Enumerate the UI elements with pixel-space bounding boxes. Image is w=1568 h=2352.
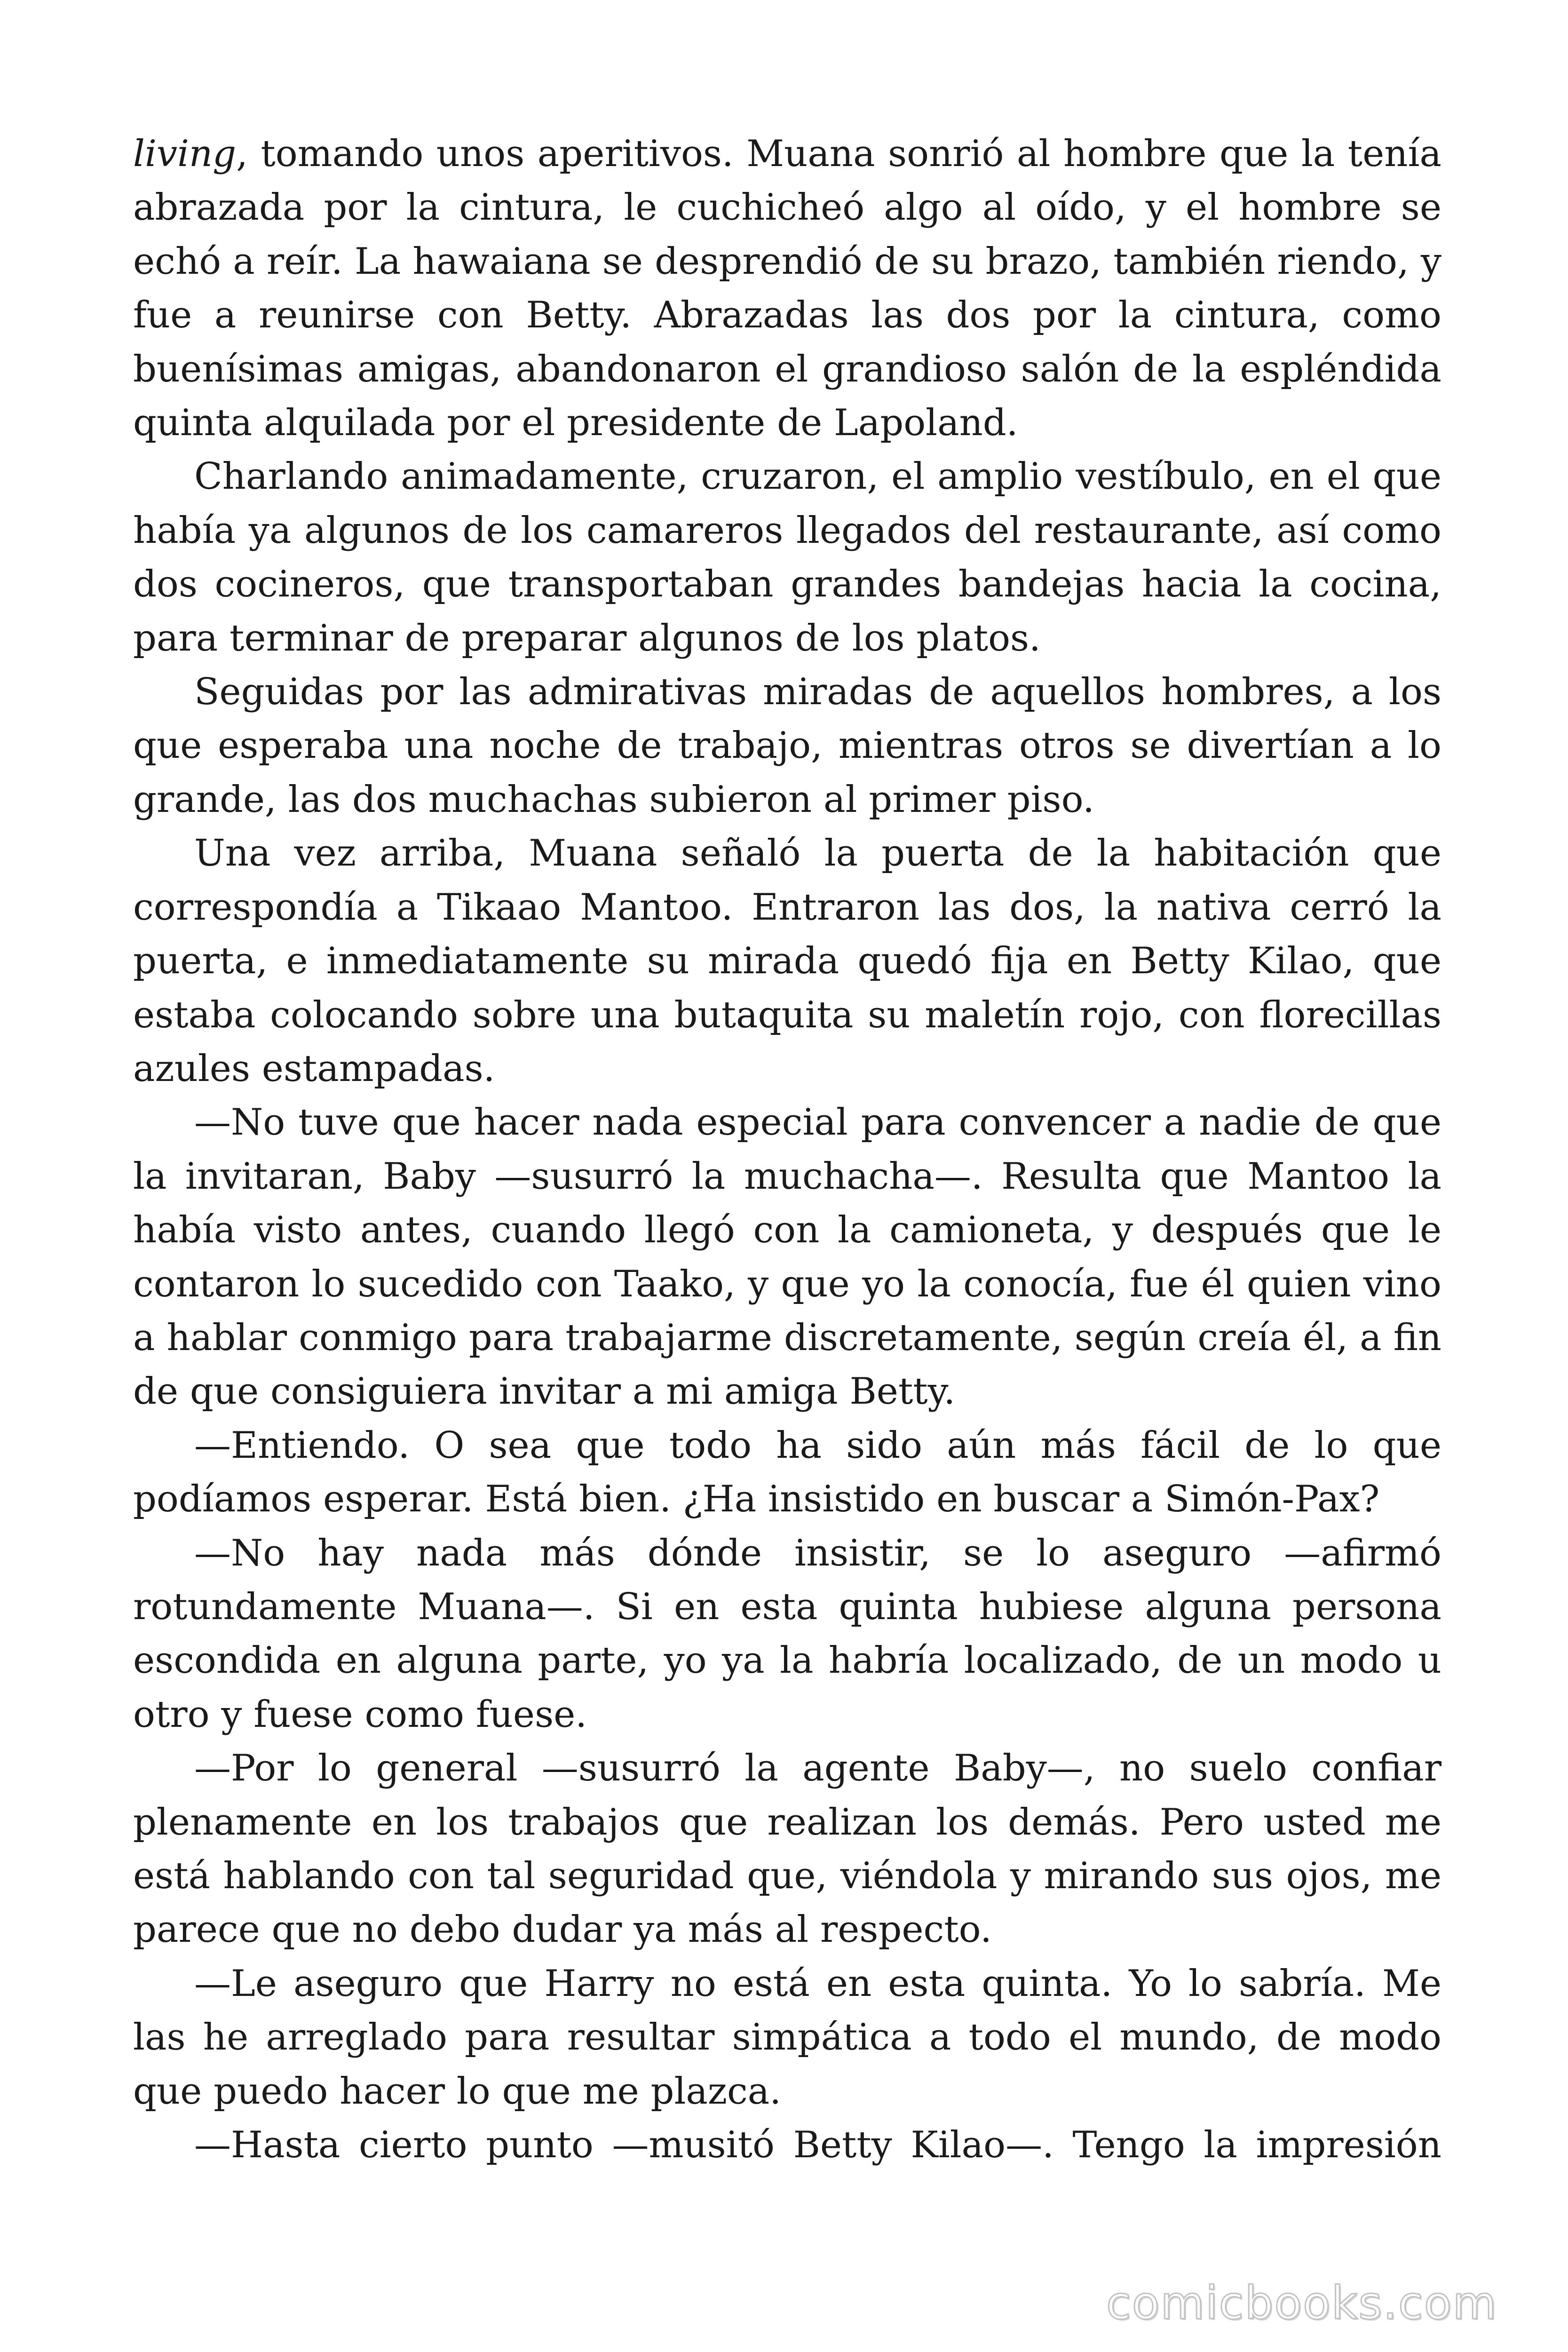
dialogue-paragraph-continues: —Hasta cierto punto —musitó Betty Kilao—. Tengo la impresión [194,2124,1441,2167]
paragraph: Seguidas por las admirativas miradas de aquellos hombres, a los que esperaba una noche de trabajo, mientras otros se divertían a lo grande, las dos muchachas subieron al primer piso. [133,671,1441,821]
paragraph: Charlando animadamente, cruzaron, el amplio vestíbulo, en el que había ya algunos de los camareros llegados del restaurante, así como dos cocineros, que transportaban grandes bandejas hacia la cocina, para terminar de preparar algunos de los platos. [133,455,1441,660]
dialogue-paragraph: —Por lo general —susurró la agente Baby—, no suelo confiar plenamente en los trabajos que realizan los demás. Pero usted me está hablando con tal seguridad que, viéndola y mirando sus ojos, me parece que no debo dudar ya más al respecto. [133,1747,1441,1951]
dialogue-paragraph: —Entiendo. O sea que todo ha sido aún más fácil de lo que podíamos esperar. Está bien. ¿Ha insistido en buscar a Simón-Pax? [133,1424,1441,1521]
paragraph-continuation [133,127,1441,450]
book-page-body [133,127,1441,2172]
site-watermark: comicbooks.com [1106,2277,1497,2329]
dialogue-paragraph: —Le aseguro que Harry no está en esta quinta. Yo lo sabría. Me las he arreglado para resultar simpática a todo el mundo, de modo que puedo hacer lo que me plazca. [133,1962,1441,2113]
dialogue-paragraph: —No tuve que hacer nada especial para convencer a nadie de que la invitaran, Baby —susurró la muchacha—. Resulta que Mantoo la había visto antes, cuando llegó con la camioneta, y después que le contaron lo sucedido con Taako, y que yo la conocía, fue él quien vino a hablar conmigo para trabajarme discretamente, según creía él, a fin de que consiguiera invitar a mi amiga Betty. [133,1101,1441,1413]
paragraph-text: , tomando unos aperitivos. Muana sonrió al hombre que la tenía abrazada por la cintura, le cuchicheó algo al oído, y el hombre se echó a reír. La hawaiana se desprendió de su brazo, también riendo, y fue a reunirse con Betty. Abrazadas las dos por la cintura, como buenísimas amigas, abandonaron el grandioso salón de la espléndida quinta alquilada por el presidente de Lapoland. [133,133,1441,445]
paragraph: Una vez arriba, Muana señaló la puerta de la habitación que correspondía a Tikaao Mantoo. Entraron las dos, la nativa cerró la puerta, e inmediatamente su mirada quedó fija en Betty Kilao, que estaba colocando sobre una butaquita su maletín rojo, con florecillas azules estampadas. [133,832,1441,1090]
italic-lead-word: living [133,133,237,175]
dialogue-paragraph: —No hay nada más dónde insistir, se lo aseguro —afirmó rotundamente Muana—. Si en esta quinta hubiese alguna persona escondida en alguna parte, yo ya la habría localizado, de un modo u otro y fuese como fuese. [133,1532,1441,1736]
